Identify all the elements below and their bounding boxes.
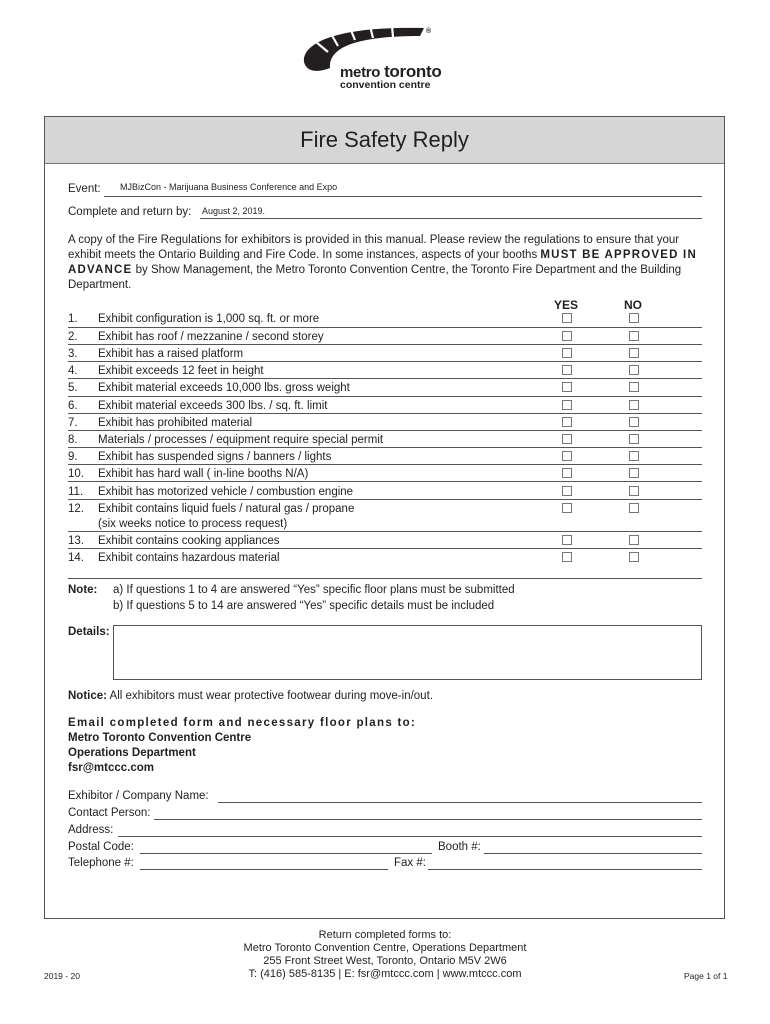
row-divider bbox=[68, 344, 702, 345]
row-divider bbox=[68, 548, 702, 549]
yes-checkbox[interactable] bbox=[562, 417, 572, 427]
question-text: Exhibit contains liquid fuels / natural gas / propane bbox=[98, 503, 355, 515]
event-field[interactable] bbox=[104, 196, 702, 197]
contact-email[interactable]: fsr@mtccc.com bbox=[68, 762, 154, 774]
footer-line-3: 255 Front Street West, Toronto, Ontario M5V 2W6 bbox=[263, 955, 507, 967]
address-field[interactable] bbox=[118, 836, 702, 837]
question-subtext: (six weeks notice to process request) bbox=[98, 518, 288, 530]
question-text: Exhibit exceeds 12 feet in height bbox=[98, 365, 264, 377]
edition-label: 2019 - 20 bbox=[44, 971, 80, 981]
question-text: Exhibit contains hazardous material bbox=[98, 552, 280, 564]
contact-dept: Operations Department bbox=[68, 747, 196, 759]
footer-line-2: Metro Toronto Convention Centre, Operations Department bbox=[243, 942, 527, 954]
booth-field[interactable] bbox=[484, 853, 702, 854]
event-value: MJBizCon - Marijuana Business Conference and Expo bbox=[120, 182, 338, 192]
return-label: Complete and return by: bbox=[68, 206, 192, 218]
question-number: 12. bbox=[68, 503, 84, 515]
question-number: 2. bbox=[68, 331, 78, 343]
yes-checkbox[interactable] bbox=[562, 313, 572, 323]
return-value: August 2, 2019. bbox=[202, 206, 266, 216]
event-label: Event: bbox=[68, 183, 101, 195]
no-checkbox[interactable] bbox=[629, 434, 639, 444]
question-number: 7. bbox=[68, 417, 78, 429]
question-text: Exhibit has a raised platform bbox=[98, 348, 244, 360]
intro-emphasis: MUST BE APPROVED IN ADVANCE bbox=[68, 249, 697, 276]
no-checkbox[interactable] bbox=[629, 365, 639, 375]
row-divider bbox=[68, 499, 702, 500]
question-number: 13. bbox=[68, 535, 84, 547]
question-text: Exhibit has hard wall ( in-line booths N/A) bbox=[98, 468, 309, 480]
company-label: Exhibitor / Company Name: bbox=[68, 790, 209, 802]
contact-person-field[interactable] bbox=[154, 819, 702, 820]
email-heading: Email completed form and necessary floor plans to: bbox=[68, 717, 417, 729]
yes-checkbox[interactable] bbox=[562, 535, 572, 545]
question-number: 3. bbox=[68, 348, 78, 360]
no-checkbox[interactable] bbox=[629, 331, 639, 341]
row-divider bbox=[68, 396, 702, 397]
question-text: Materials / processes / equipment require special permit bbox=[98, 434, 384, 446]
note-a: a) If questions 1 to 4 are answered “Yes” specific floor plans must be submitted bbox=[113, 584, 515, 596]
notice bbox=[68, 690, 433, 702]
intro-paragraph bbox=[68, 233, 698, 293]
registered-mark: ® bbox=[426, 28, 432, 35]
footer-line-4: T: (416) 585-8135 | E: fsr@mtccc.com | www.mtccc.com bbox=[248, 968, 522, 980]
question-text: Exhibit has roof / mezzanine / second storey bbox=[98, 331, 324, 343]
intro-text-1: A copy of the Fire Regulations for exhibitors is provided in this manual. Please review the regulations to ensure that your exhibit meets the Ontario Building and Fire Code. In some instances, aspects of your booths bbox=[68, 234, 680, 261]
note-b: b) If questions 5 to 14 are answered “Yes” specific details must be included bbox=[113, 600, 495, 612]
footer-line-1: Return completed forms to: bbox=[318, 929, 452, 941]
question-number: 11. bbox=[68, 486, 84, 498]
logo-metro: metro bbox=[340, 64, 381, 81]
yes-checkbox[interactable] bbox=[562, 400, 572, 410]
row-divider bbox=[68, 361, 702, 362]
yes-checkbox[interactable] bbox=[562, 468, 572, 478]
row-divider bbox=[68, 531, 702, 532]
no-checkbox[interactable] bbox=[629, 348, 639, 358]
no-header: NO bbox=[624, 298, 642, 312]
row-divider bbox=[68, 481, 702, 482]
question-number: 8. bbox=[68, 434, 78, 446]
no-checkbox[interactable] bbox=[629, 535, 639, 545]
fax-label: Fax #: bbox=[394, 857, 426, 869]
question-number: 10. bbox=[68, 468, 84, 480]
yes-checkbox[interactable] bbox=[562, 486, 572, 496]
yes-checkbox[interactable] bbox=[562, 434, 572, 444]
yes-checkbox[interactable] bbox=[562, 331, 572, 341]
no-checkbox[interactable] bbox=[629, 417, 639, 427]
postal-code-label: Postal Code: bbox=[68, 841, 134, 853]
intro-text-2: by Show Management, the Metro Toronto Convention Centre, the Toronto Fire Department and the Building Department. bbox=[68, 264, 682, 291]
fax-field[interactable] bbox=[428, 869, 702, 870]
contact-org: Metro Toronto Convention Centre bbox=[68, 732, 252, 744]
telephone-field[interactable] bbox=[140, 869, 388, 870]
logo-toronto: toronto bbox=[384, 62, 442, 81]
yes-checkbox[interactable] bbox=[562, 348, 572, 358]
no-checkbox[interactable] bbox=[629, 503, 639, 513]
question-number: 6. bbox=[68, 400, 78, 412]
row-divider bbox=[68, 413, 702, 414]
question-number: 4. bbox=[68, 365, 78, 377]
details-label: Details: bbox=[68, 626, 110, 638]
no-checkbox[interactable] bbox=[629, 400, 639, 410]
question-number: 14. bbox=[68, 552, 84, 564]
yes-checkbox[interactable] bbox=[562, 451, 572, 461]
yes-checkbox[interactable] bbox=[562, 365, 572, 375]
question-number: 5. bbox=[68, 382, 78, 394]
question-number: 1. bbox=[68, 313, 78, 325]
row-divider bbox=[68, 430, 702, 431]
no-checkbox[interactable] bbox=[629, 382, 639, 392]
question-text: Exhibit has suspended signs / banners / lights bbox=[98, 451, 332, 463]
booth-label: Booth #: bbox=[438, 841, 481, 853]
row-divider bbox=[68, 378, 702, 379]
question-text: Exhibit has motorized vehicle / combustion engine bbox=[98, 486, 354, 498]
page-title: Fire Safety Reply bbox=[300, 127, 469, 152]
no-checkbox[interactable] bbox=[629, 486, 639, 496]
address-label: Address: bbox=[68, 824, 114, 836]
no-checkbox[interactable] bbox=[629, 451, 639, 461]
row-divider bbox=[68, 447, 702, 448]
title-bar bbox=[45, 117, 724, 164]
no-checkbox[interactable] bbox=[629, 313, 639, 323]
question-text: Exhibit has prohibited material bbox=[98, 417, 253, 429]
no-checkbox[interactable] bbox=[629, 468, 639, 478]
return-field[interactable] bbox=[200, 218, 702, 219]
row-divider bbox=[68, 464, 702, 465]
no-checkbox[interactable] bbox=[629, 552, 639, 562]
notice-text: All exhibitors must wear protective footwear during move-in/out. bbox=[106, 690, 433, 702]
yes-checkbox[interactable] bbox=[562, 382, 572, 392]
yes-checkbox[interactable] bbox=[562, 552, 572, 562]
question-text: Exhibit material exceeds 10,000 lbs. gross weight bbox=[98, 382, 350, 394]
question-text: Exhibit material exceeds 300 lbs. / sq. ft. limit bbox=[98, 400, 328, 412]
details-textarea[interactable] bbox=[113, 625, 702, 680]
question-text: Exhibit configuration is 1,000 sq. ft. or more bbox=[98, 313, 320, 325]
mtcc-logo bbox=[300, 22, 480, 94]
contact-person-label: Contact Person: bbox=[68, 807, 151, 819]
notice-label: Notice: bbox=[68, 690, 107, 702]
yes-header: YES bbox=[554, 298, 579, 312]
telephone-label: Telephone #: bbox=[68, 857, 134, 869]
page-number: Page 1 of 1 bbox=[684, 971, 728, 981]
row-divider bbox=[68, 327, 702, 328]
logo-line-2: convention centre bbox=[340, 79, 431, 91]
question-number: 9. bbox=[68, 451, 78, 463]
postal-code-field[interactable] bbox=[140, 853, 432, 854]
note-label: Note: bbox=[68, 584, 98, 596]
section-divider bbox=[68, 578, 702, 579]
yes-checkbox[interactable] bbox=[562, 503, 572, 513]
question-text: Exhibit contains cooking appliances bbox=[98, 535, 280, 547]
company-field[interactable] bbox=[218, 802, 702, 803]
